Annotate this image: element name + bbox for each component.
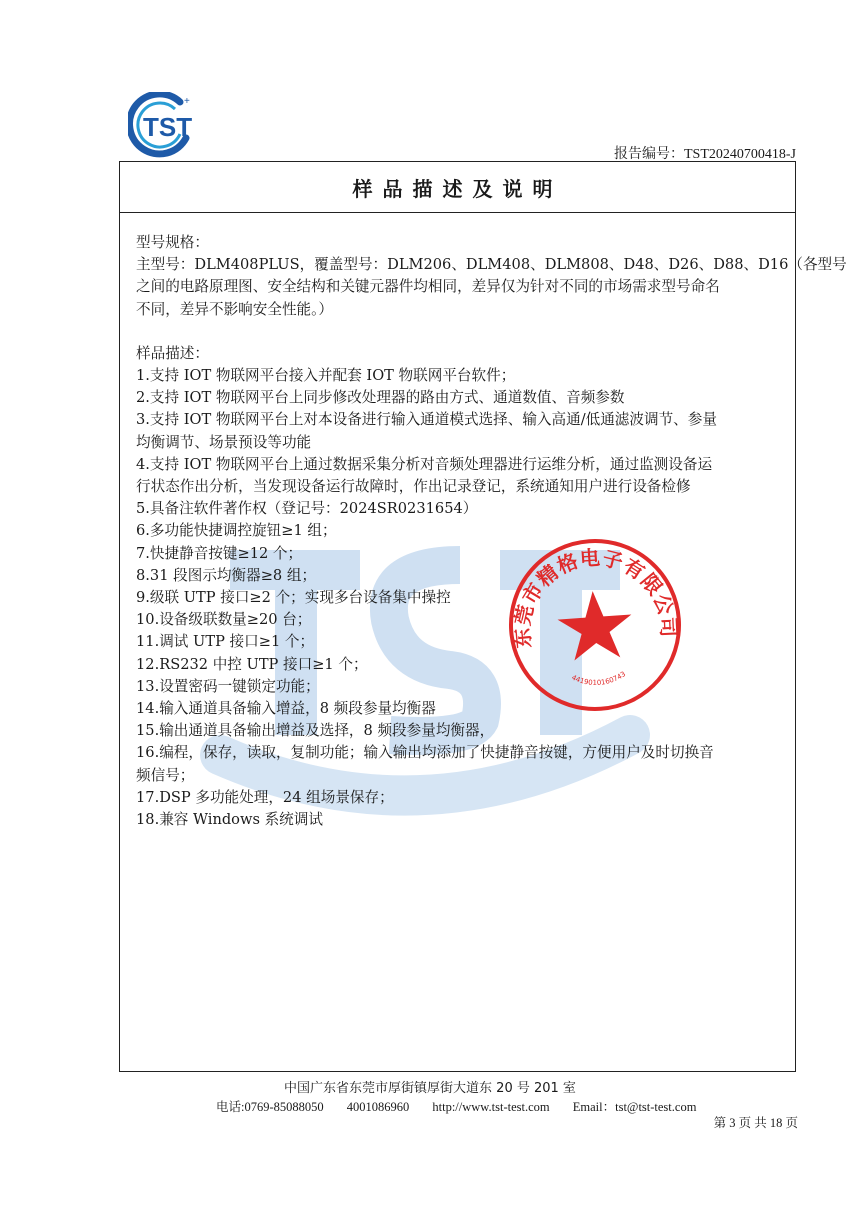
model-spec-heading: 型号规格： bbox=[136, 234, 209, 251]
description-line: 5.具备注软件著作权（登记号：2024SR0231654） bbox=[136, 500, 478, 518]
description-line: 4.支持 IOT 物联网平台上通过数据采集分析对音频处理器进行运维分析，通过监测设备运 bbox=[136, 455, 713, 473]
description-line: 16.编程，保存，读取，复制功能；输入输出均添加了快捷静音按键，方便用户及时切换音 bbox=[136, 744, 714, 762]
model-spec-line: 主型号：DLM408PLUS，覆盖型号：DLM206、DLM408、DLM808、D48、D26、D88、D16（各型号 bbox=[136, 256, 847, 274]
footer-address: 中国广东省东莞市厚街镇厚街大道东 20 号 201 室 bbox=[284, 1081, 576, 1096]
description-heading: 样品描述： bbox=[136, 344, 209, 362]
model-spec-line: 之间的电路原理图、安全结构和关键元器件均相同，差异仅为针对不同的市场需求型号命名 bbox=[136, 278, 720, 296]
footer-email[interactable]: Email：tst@tst-test.com bbox=[572, 1100, 697, 1114]
description-line: 3.支持 IOT 物联网平台上对本设备进行输入通道模式选择、输入高通/低通滤波调节、参量 bbox=[136, 411, 717, 429]
footer-phone: 电话:0769-85088050 bbox=[216, 1100, 324, 1114]
description-line: 18.兼容 Windows 系统调试 bbox=[136, 811, 323, 829]
footer-website[interactable]: http://www.tst-test.com bbox=[432, 1100, 550, 1114]
svg-text:东莞市精格电子有限公司: 东莞市精格电子有限公司 bbox=[509, 545, 681, 650]
description-line: 17.DSP 多功能处理，24 组场景保存； bbox=[136, 788, 394, 806]
description-line: 12.RS232 中控 UTP 接口≥1 个； bbox=[136, 655, 368, 673]
description-line: 2.支持 IOT 物联网平台上同步修改处理器的路由方式、通道数值、音频参数 bbox=[136, 389, 625, 407]
description-line: 行状态作出分析，当发现设备运行故障时，作出记录登记，系统通知用户进行设备检修 bbox=[136, 478, 691, 496]
body-text bbox=[136, 232, 847, 831]
description-line: 14.输入通道具备输入增益，8 频段参量均衡器 bbox=[136, 700, 436, 718]
svg-text:+: + bbox=[184, 96, 190, 107]
description-line: 1.支持 IOT 物联网平台接入并配套 IOT 物联网平台软件； bbox=[136, 367, 516, 385]
svg-text:4419010160743: 4419010160743 bbox=[570, 670, 628, 688]
description-line: 11.调试 UTP 接口≥1 个； bbox=[136, 633, 315, 651]
description-line: 9.级联 UTP 接口≥2 个；实现多台设备集中操控 bbox=[136, 589, 451, 607]
model-spec-line: 不同，差异不影响安全性能。） bbox=[136, 300, 334, 318]
svg-text:TST: TST bbox=[143, 112, 193, 142]
description-line: 频信号； bbox=[136, 766, 195, 784]
description-line: 均衡调节、场景预设等功能 bbox=[136, 433, 312, 451]
paragraph-gap bbox=[136, 321, 796, 343]
page-number: 第 3 页 共 18 页 bbox=[713, 1116, 798, 1130]
report-number: 报告编号：TST20240700418-J bbox=[614, 147, 796, 162]
company-seal bbox=[505, 535, 685, 715]
description-line: 10.设备级联数量≥20 台； bbox=[136, 611, 312, 629]
section-title: 样品描述及说明 bbox=[120, 162, 795, 213]
description-line: 8.31 段图示均衡器≥8 组； bbox=[136, 566, 317, 584]
footer-phone-2: 4001086960 bbox=[346, 1100, 410, 1114]
footer-contact bbox=[216, 1097, 716, 1115]
description-line: 7.快捷静音按键≥12 个； bbox=[136, 544, 303, 562]
description-line: 13.设置密码一键锁定功能； bbox=[136, 677, 320, 695]
description-line: 15.输出通道具备输出增益及选择，8 频段参量均衡器， bbox=[136, 722, 495, 740]
description-line: 6.多功能快捷调控旋钮≥1 组； bbox=[136, 522, 337, 540]
company-logo bbox=[128, 92, 202, 158]
